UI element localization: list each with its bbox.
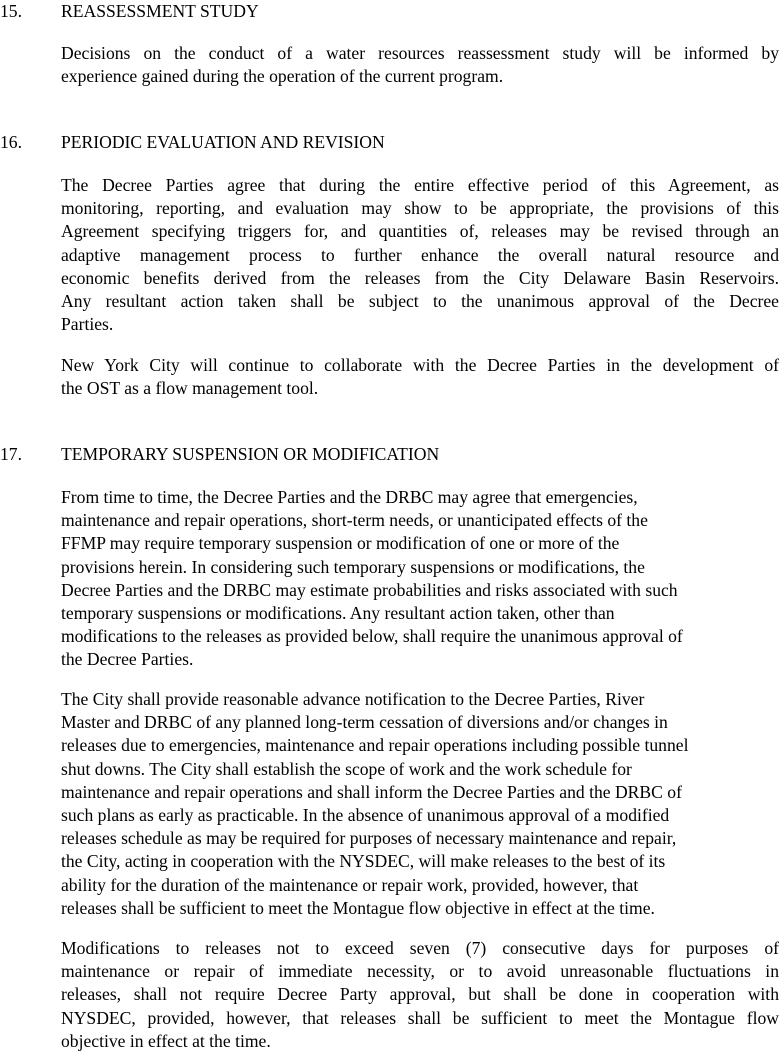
paragraph-line: Agreement specifying triggers for, and quantities of, releases may be revised through an bbox=[61, 221, 779, 242]
paragraph-line: The City shall provide reasonable advance notification to the Decree Parties, River bbox=[61, 689, 645, 709]
section-title: REASSESSMENT STUDY bbox=[61, 1, 259, 21]
paragraph-line: Decree Parties and the DRBC may estimate probabilities and risks associated with such bbox=[61, 579, 678, 600]
section-17-paragraph-2 bbox=[61, 688, 779, 920]
paragraph-line: Any resultant action taken shall be subject to the unanimous approval of the Decree bbox=[61, 291, 779, 312]
paragraph-line: maintenance or repair of immediate necessity, or to avoid unreasonable fluctuations in bbox=[61, 961, 779, 982]
paragraph-line: economic benefits derived from the releases from the City Delaware Basin Reservoirs. bbox=[61, 267, 779, 288]
section-16-heading bbox=[0, 131, 784, 155]
paragraph-line: The Decree Parties agree that during the entire effective period of this Agreement, as bbox=[61, 175, 779, 195]
section-number: 16. bbox=[0, 132, 22, 152]
paragraph-line: the OST as a flow management tool. bbox=[61, 378, 319, 399]
paragraph-line: releases shall be sufficient to meet the Montague flow objective in effect at the time. bbox=[61, 897, 655, 918]
paragraph-line: Modifications to releases not to exceed seven (7) consecutive days for purposes of bbox=[61, 938, 779, 958]
paragraph-line: New York City will continue to collaborate with the Decree Parties in the development of bbox=[61, 355, 779, 375]
section-15-heading bbox=[0, 0, 784, 24]
section-17-heading bbox=[0, 443, 784, 467]
paragraph-line: adaptive management process to further enhance the overall natural resource and bbox=[61, 244, 779, 265]
paragraph-line: releases schedule as may be required for purposes of necessary maintenance and repair, bbox=[61, 828, 677, 849]
paragraph-line: From time to time, the Decree Parties and the DRBC may agree that emergencies, bbox=[61, 487, 638, 507]
section-title: PERIODIC EVALUATION AND REVISION bbox=[61, 132, 385, 152]
paragraph-line: the City, acting in cooperation with the NYSDEC, will make releases to the best of its bbox=[61, 851, 666, 872]
paragraph-line: NYSDEC, provided, however, that releases shall be sufficient to meet the Montague flow bbox=[61, 1007, 779, 1028]
paragraph-line: FFMP may require temporary suspension or modification of one or more of the bbox=[61, 533, 620, 554]
section-15-paragraph-1 bbox=[61, 42, 779, 88]
section-17-paragraph-1 bbox=[61, 486, 779, 672]
paragraph-line: shut downs. The City shall establish the scope of work and the work schedule for bbox=[61, 758, 632, 779]
paragraph-line: monitoring, reporting, and evaluation may show to be appropriate, the provisions of this bbox=[61, 198, 779, 219]
paragraph-line: such plans as early as practicable. In the absence of unanimous approval of a modified bbox=[61, 805, 670, 826]
section-number: 15. bbox=[0, 1, 22, 21]
paragraph-line: modifications to the releases as provided below, shall require the unanimous approval of bbox=[61, 626, 683, 647]
paragraph-line: Parties. bbox=[61, 314, 114, 335]
paragraph-line: Master and DRBC of any planned long-term cessation of diversions and/or changes in bbox=[61, 712, 668, 733]
paragraph-line: objective in effect at the time. bbox=[61, 1030, 271, 1051]
paragraph-line: maintenance and repair operations, short-term needs, or unanticipated effects of the bbox=[61, 510, 648, 531]
section-number: 17. bbox=[0, 444, 22, 464]
section-title: TEMPORARY SUSPENSION OR MODIFICATION bbox=[61, 444, 440, 464]
paragraph-line: releases, shall not require Decree Party approval, but shall be done in cooperation with bbox=[61, 984, 779, 1005]
paragraph-line: the Decree Parties. bbox=[61, 649, 194, 670]
paragraph-line: experience gained during the operation of the current program. bbox=[61, 66, 504, 87]
section-16-paragraph-1 bbox=[61, 174, 779, 336]
section-16-paragraph-2 bbox=[61, 354, 779, 400]
paragraph-line: Decisions on the conduct of a water resources reassessment study will be informed by bbox=[61, 43, 779, 63]
paragraph-line: provisions herein. In considering such temporary suspensions or modifications, the bbox=[61, 556, 645, 577]
section-17-paragraph-3 bbox=[61, 937, 779, 1053]
paragraph-line: releases due to emergencies, maintenance and repair operations including possible tunnel bbox=[61, 735, 689, 756]
paragraph-line: temporary suspensions or modifications. Any resultant action taken, other than bbox=[61, 603, 615, 624]
paragraph-line: ability for the duration of the maintenance or repair work, provided, however, that bbox=[61, 874, 639, 895]
paragraph-line: maintenance and repair operations and shall inform the Decree Parties and the DRBC of bbox=[61, 781, 682, 802]
